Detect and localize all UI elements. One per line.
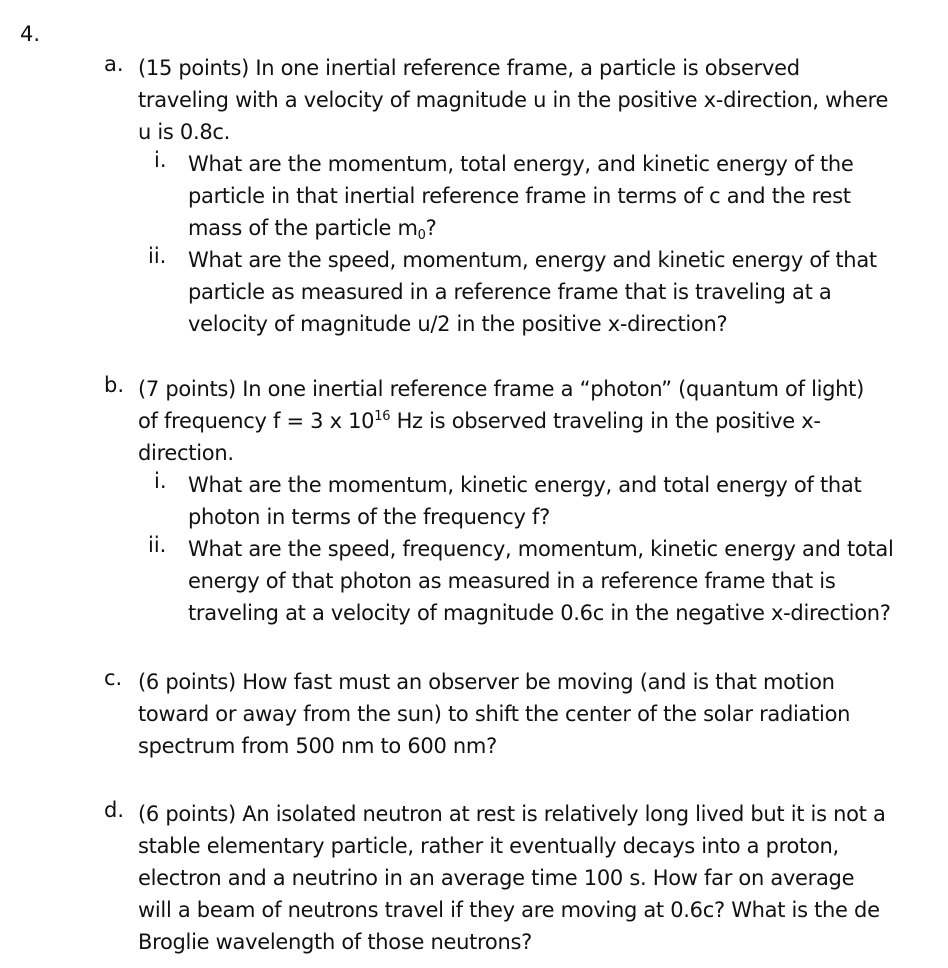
part-b-line: direction. <box>138 441 234 465</box>
part-b-i-label: i. <box>154 469 167 493</box>
part-b-line2-post: Hz is observed traveling in the positive x- <box>390 409 821 433</box>
part-d <box>104 798 934 958</box>
part-c-line: spectrum from 500 nm to 600 nm? <box>138 734 497 758</box>
part-d-line: (6 points) An isolated neutron at rest is relatively long lived but it is not a <box>138 802 886 826</box>
part-b-label: b. <box>104 373 125 397</box>
rest-mass-subscript: 0 <box>417 228 426 243</box>
part-d-line: electron and a neutrino in an average time 100 s. How far on average <box>138 866 855 890</box>
part-a-ii-line: What are the speed, momentum, energy and kinetic energy of that <box>188 248 877 272</box>
part-b-ii-line: energy of that photon as measured in a reference frame that is <box>188 569 836 593</box>
part-b-line2-pre: of frequency f = 3 x 10 <box>138 409 375 433</box>
part-a-line: u is 0.8c. <box>138 120 231 144</box>
part-a-line: (15 points) In one inertial reference frame, a particle is observed <box>138 56 800 80</box>
part-d-text <box>138 798 934 958</box>
problem-number: 4. <box>20 22 41 46</box>
part-b-ii-text <box>188 533 934 629</box>
part-a-ii-line: velocity of magnitude u/2 in the positive x-direction? <box>188 312 728 336</box>
part-b-ii-line: What are the speed, frequency, momentum, kinetic energy and total <box>188 537 894 561</box>
part-c-line: toward or away from the sun) to shift the center of the solar radiation <box>138 702 851 726</box>
frequency-exponent: 16 <box>374 409 391 424</box>
part-a-i-line3-post: ? <box>425 216 437 240</box>
part-a-i-line <box>188 212 934 244</box>
part-a <box>104 52 934 340</box>
part-b-i-line: photon in terms of the frequency f? <box>188 505 550 529</box>
part-d-line: stable elementary particle, rather it eventually decays into a proton, <box>138 834 839 858</box>
part-b-ii-line: traveling at a velocity of magnitude 0.6c in the negative x-direction? <box>188 601 891 625</box>
part-a-i-text <box>188 148 934 244</box>
part-d-label: d. <box>104 798 125 822</box>
part-a-text <box>138 52 934 148</box>
part-b-i <box>138 469 934 533</box>
part-a-ii-line: particle as measured in a reference frame that is traveling at a <box>188 280 832 304</box>
part-a-ii-label: ii. <box>148 244 167 268</box>
part-c-line: (6 points) How fast must an observer be moving (and is that motion <box>138 670 835 694</box>
part-a-i <box>138 148 934 244</box>
part-b-i-text <box>188 469 934 533</box>
part-c <box>104 666 934 762</box>
part-a-i-line3-pre: mass of the particle m <box>188 216 418 240</box>
part-c-text <box>138 666 934 762</box>
part-d-line: Broglie wavelength of those neutrons? <box>138 930 532 954</box>
part-d-line: will a beam of neutrons travel if they are moving at 0.6c? What is the de <box>138 898 880 922</box>
part-b-i-line: What are the momentum, kinetic energy, and total energy of that <box>188 473 862 497</box>
part-b <box>104 373 934 629</box>
part-a-i-label: i. <box>154 148 167 172</box>
part-b-ii <box>138 533 934 629</box>
part-b-text <box>138 373 934 469</box>
part-a-line: traveling with a velocity of magnitude u in the positive x-direction, where <box>138 88 889 112</box>
part-b-line: (7 points) In one inertial reference frame a “photon” (quantum of light) <box>138 377 865 401</box>
part-b-line <box>138 405 934 437</box>
part-b-ii-label: ii. <box>148 533 167 557</box>
part-c-label: c. <box>104 666 123 690</box>
part-a-label: a. <box>104 52 124 76</box>
part-a-i-line: particle in that inertial reference frame in terms of c and the rest <box>188 184 851 208</box>
part-a-i-line: What are the momentum, total energy, and kinetic energy of the <box>188 152 854 176</box>
part-a-ii <box>138 244 934 340</box>
part-a-ii-text <box>188 244 934 340</box>
